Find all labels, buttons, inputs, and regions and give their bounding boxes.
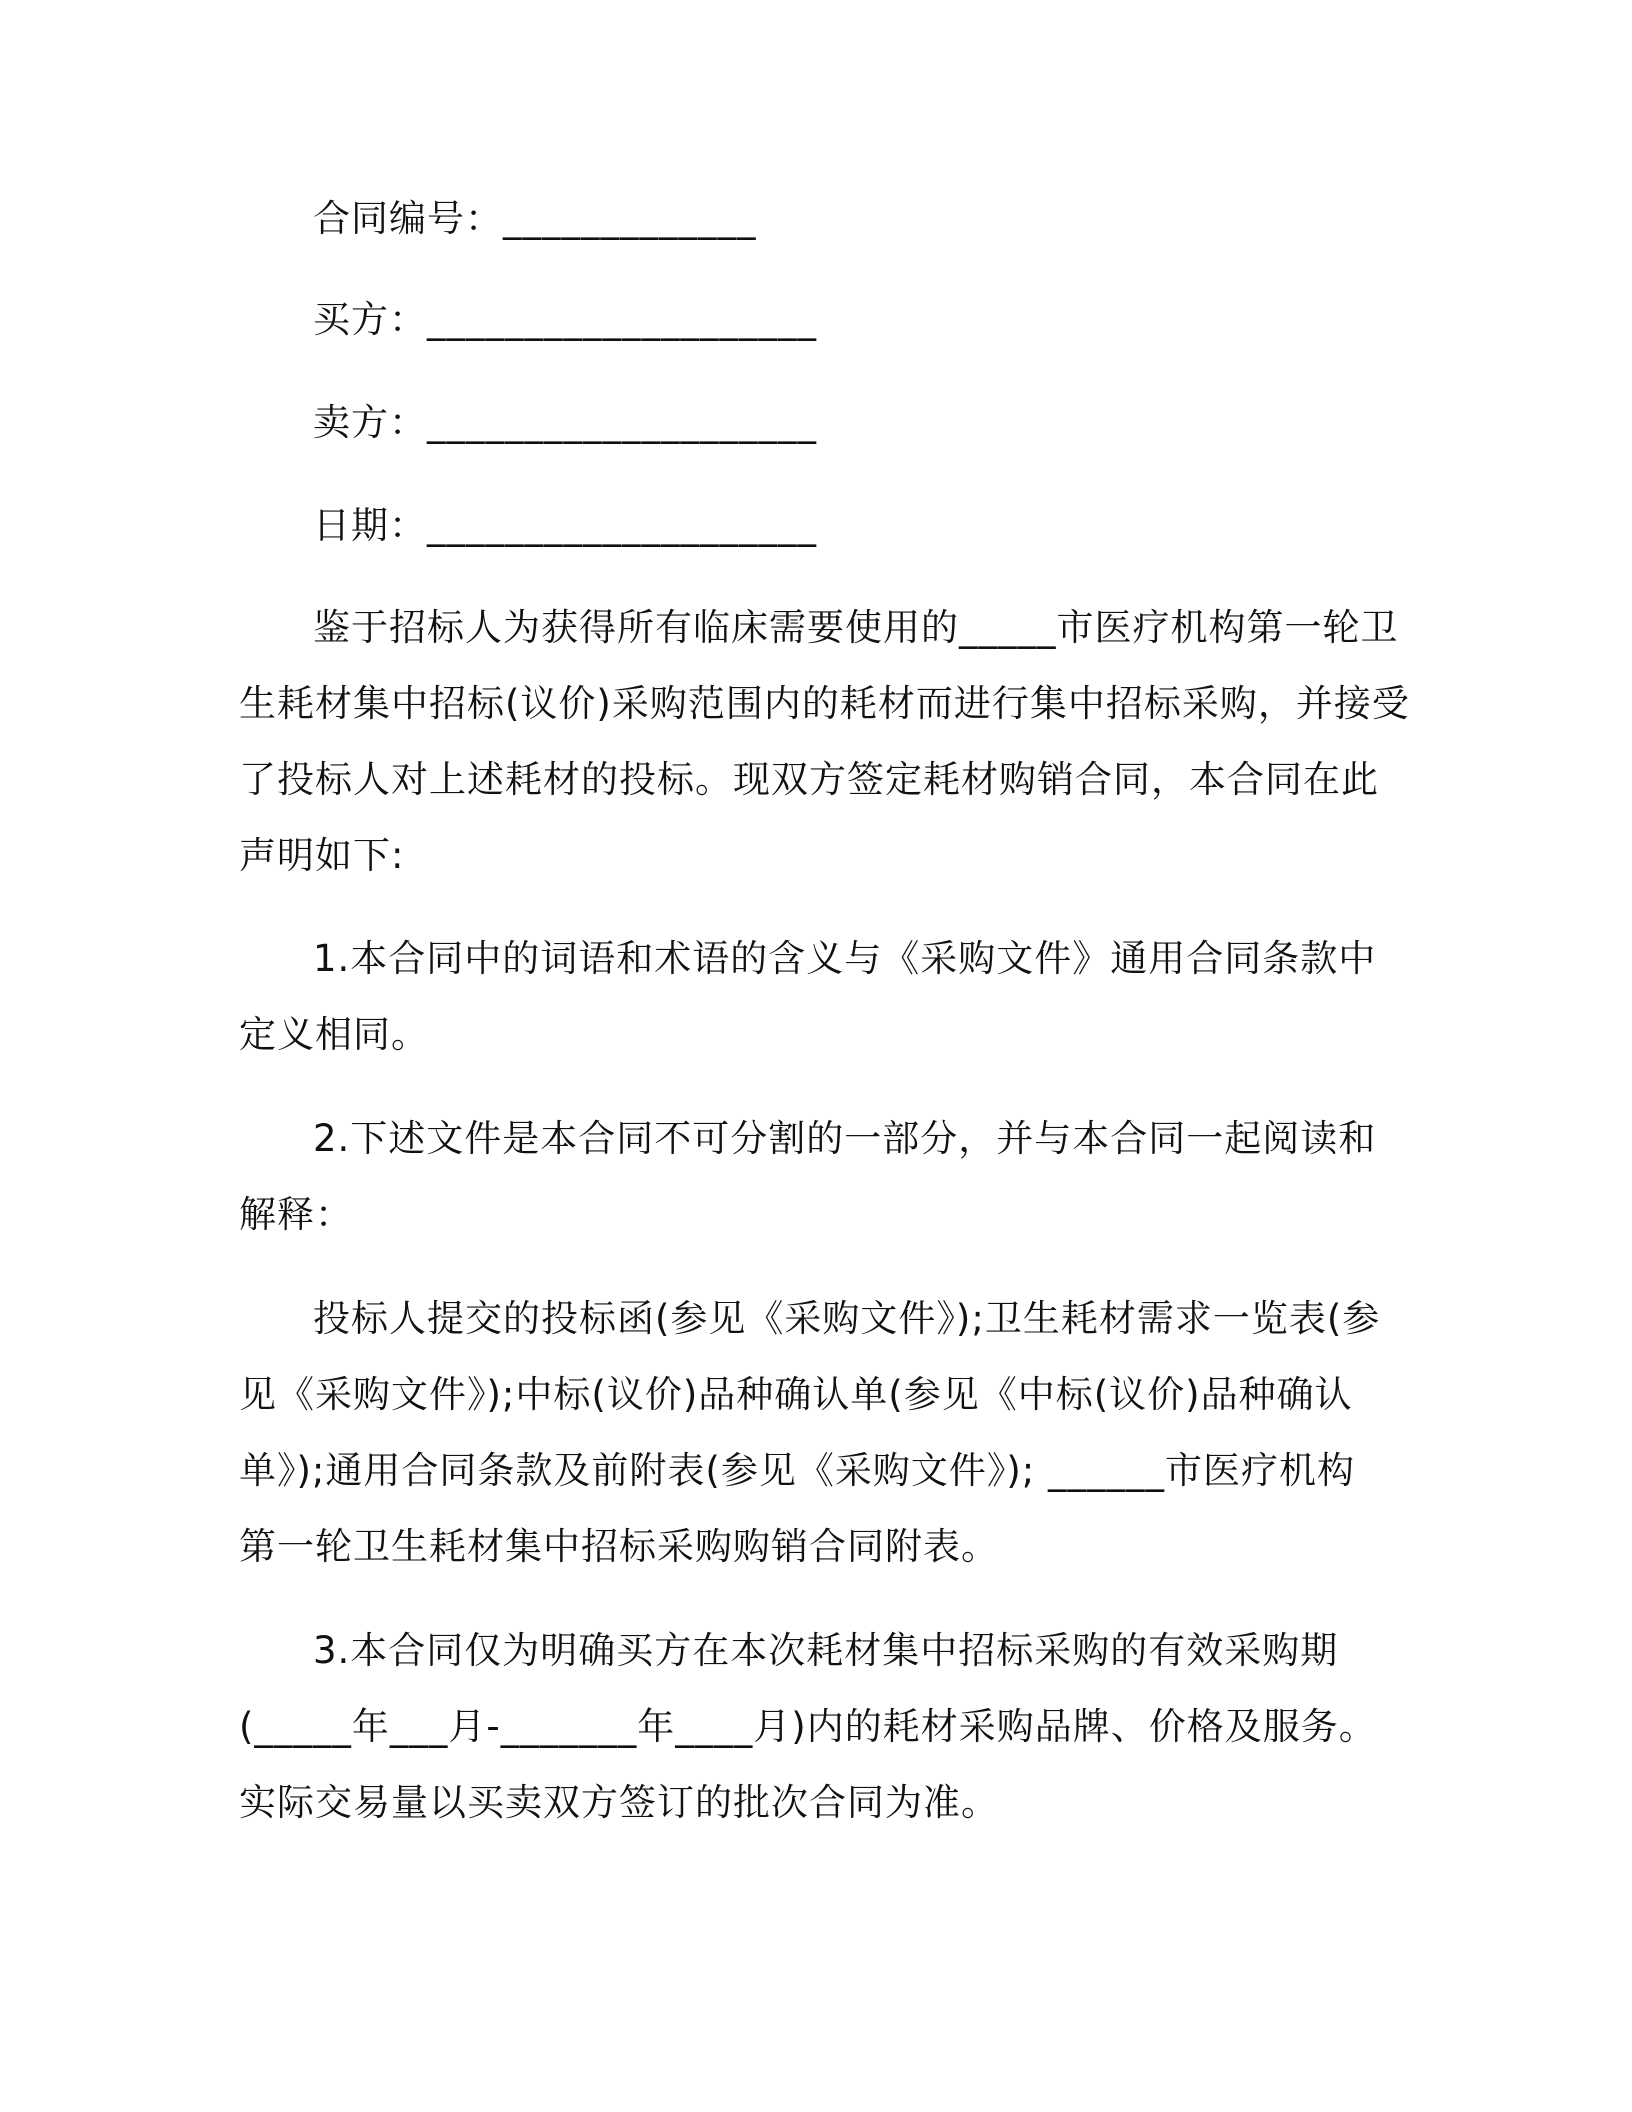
date-field: 日期：____________________ (313, 504, 817, 547)
clause-3-line: 实际交易量以买卖双方签订的批次合同为准。 (239, 1781, 999, 1824)
preamble-line: 鉴于招标人为获得所有临床需要使用的_____市医疗机构第一轮卫 (313, 606, 1399, 649)
clause-3-line: 3.本合同仅为明确买方在本次耗材集中招标采购的有效采购期 (313, 1629, 1339, 1672)
documents-line: 第一轮卫生耗材集中招标采购购销合同附表。 (239, 1525, 999, 1568)
preamble-line: 声明如下: (239, 834, 405, 877)
preamble-line: 生耗材集中招标(议价)采购范围内的耗材而进行集中招标采购，并接受 (239, 682, 1410, 725)
clause-2-line: 2.下述文件是本合同不可分割的一部分，并与本合同一起阅读和 (313, 1117, 1377, 1160)
clause-1-line: 1.本合同中的词语和术语的含义与《采购文件》通用合同条款中 (313, 937, 1377, 980)
clause-1-line: 定义相同。 (239, 1013, 429, 1056)
documents-line: 单》);通用合同条款及前附表(参见《采购文件》); ______市医疗机构 (239, 1449, 1355, 1492)
contract-number-field: 合同编号：_____________ (313, 197, 757, 240)
clause-2-line: 解释： (239, 1193, 353, 1236)
documents-line: 投标人提交的投标函(参见《采购文件》);卫生耗材需求一览表(参 (313, 1297, 1381, 1340)
documents-line: 见《采购文件》);中标(议价)品种确认单(参见《中标(议价)品种确认 (239, 1373, 1353, 1416)
seller-field: 卖方：____________________ (313, 401, 817, 444)
clause-3-line: (_____年___月-_______年____月)内的耗材采购品牌、价格及服务。 (239, 1705, 1377, 1748)
buyer-field: 买方：____________________ (313, 298, 817, 341)
preamble-line: 了投标人对上述耗材的投标。现双方签定耗材购销合同，本合同在此 (239, 758, 1379, 801)
